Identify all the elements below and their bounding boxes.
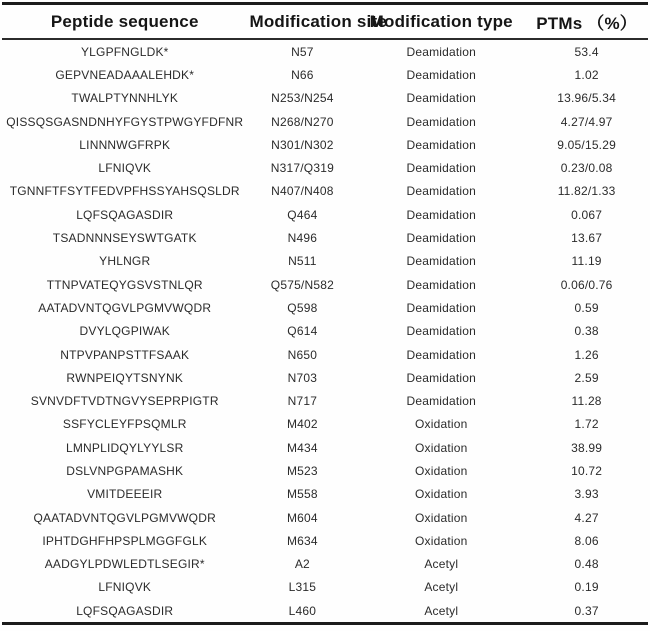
- cell-peptide-sequence: SSFYCLEYFPSQMLR: [62, 417, 187, 432]
- cell-peptide-sequence: LQFSQAGASDIR: [76, 603, 174, 618]
- cell-modification-site: N57: [291, 44, 314, 59]
- table-row: [2, 599, 648, 624]
- cell-ptms-percent: 8.06: [574, 533, 599, 548]
- cell-modification-site: N703: [287, 370, 318, 385]
- cell-ptms-percent: 1.02: [574, 67, 599, 82]
- cell-modification-site: M523: [286, 463, 318, 478]
- table-row: [2, 63, 648, 86]
- cell-modification-type: Acetyl: [424, 603, 459, 618]
- cell-modification-type: Deamidation: [406, 207, 477, 222]
- cell-peptide-sequence: TWALPTYNNHLYK: [71, 91, 179, 106]
- cell-peptide-sequence: TSADNNNSEYSWTGATK: [52, 231, 197, 246]
- cell-modification-site: N301/N302: [271, 137, 334, 152]
- table-row: [2, 576, 648, 599]
- table-row: [2, 180, 648, 203]
- table-row: [2, 273, 648, 296]
- cell-ptms-percent: 0.23/0.08: [560, 161, 613, 176]
- cell-modification-type: Deamidation: [406, 67, 477, 82]
- cell-ptms-percent: 11.19: [571, 254, 602, 269]
- cell-modification-type: Oxidation: [415, 487, 468, 502]
- cell-modification-site: N717: [287, 394, 318, 409]
- cell-ptms-percent: 0.19: [574, 580, 599, 595]
- cell-modification-type: Deamidation: [406, 184, 477, 199]
- cell-modification-site: N268/N270: [271, 114, 334, 129]
- cell-modification-site: L460: [288, 603, 317, 618]
- cell-modification-site: M604: [286, 510, 318, 525]
- table-row: [2, 553, 648, 576]
- cell-peptide-sequence: LQFSQAGASDIR: [76, 207, 174, 222]
- cell-peptide-sequence: AATADVNTQGVLPGMVWQDR: [38, 300, 212, 315]
- cell-modification-type: Deamidation: [406, 114, 477, 129]
- cell-peptide-sequence: DVYLQGPIWAK: [79, 324, 170, 339]
- cell-ptms-percent: 0.48: [574, 557, 599, 572]
- cell-modification-type: Oxidation: [415, 533, 468, 548]
- cell-modification-site: Q464: [287, 207, 318, 222]
- cell-modification-type: Acetyl: [424, 580, 459, 595]
- table-row: [2, 459, 648, 482]
- cell-modification-site: L315: [288, 580, 317, 595]
- cell-modification-type: Deamidation: [406, 254, 477, 269]
- cell-peptide-sequence: LINNNWGFRPK: [79, 137, 171, 152]
- cell-modification-type: Deamidation: [406, 394, 477, 409]
- cell-modification-type: Deamidation: [406, 161, 477, 176]
- cell-ptms-percent: 0.37: [574, 603, 599, 618]
- cell-modification-site: N511: [288, 254, 317, 269]
- cell-ptms-percent: 13.96/5.34: [557, 91, 616, 106]
- cell-modification-type: Oxidation: [415, 440, 468, 455]
- cell-peptide-sequence: RWNPEIQYTSNYNK: [66, 370, 184, 385]
- cell-modification-site: N66: [291, 67, 314, 82]
- table-row: [2, 483, 648, 506]
- cell-modification-type: Deamidation: [406, 370, 477, 385]
- cell-peptide-sequence: QISSQSGASNDNHYFGYSTPWGYFDFNR: [6, 114, 244, 129]
- table-header: [2, 4, 648, 40]
- cell-peptide-sequence: LFNIQVK: [98, 161, 152, 176]
- table-row: [2, 250, 648, 273]
- table-row: [2, 39, 648, 63]
- cell-modification-site: N496: [287, 231, 318, 246]
- table-row: [2, 87, 648, 110]
- col-header-modification-site: Modification site: [249, 11, 387, 31]
- cell-ptms-percent: 0.06/0.76: [560, 277, 613, 292]
- header-row: [2, 4, 648, 40]
- cell-ptms-percent: 53.4: [574, 44, 599, 59]
- cell-ptms-percent: 2.59: [574, 370, 599, 385]
- cell-ptms-percent: 4.27: [574, 510, 599, 525]
- table-row: [2, 506, 648, 529]
- cell-modification-site: M434: [286, 440, 318, 455]
- cell-ptms-percent: 13.67: [571, 231, 603, 246]
- cell-modification-type: Deamidation: [406, 277, 477, 292]
- cell-modification-type: Acetyl: [424, 557, 459, 572]
- cell-modification-site: N317/Q319: [270, 161, 334, 176]
- table-row: [2, 110, 648, 133]
- cell-modification-type: Oxidation: [415, 417, 468, 432]
- cell-modification-type: Oxidation: [415, 463, 468, 478]
- cell-modification-site: N407/N408: [271, 184, 334, 199]
- cell-modification-site: M402: [286, 417, 318, 432]
- table-row: [2, 133, 648, 156]
- cell-modification-site: A2: [294, 557, 310, 572]
- table-row: [2, 366, 648, 389]
- cell-ptms-percent: 0.59: [574, 300, 599, 315]
- cell-ptms-percent: 1.26: [574, 347, 599, 362]
- col-header-ptms-percent: PTMs （%）: [536, 14, 637, 33]
- table-body: [2, 39, 648, 624]
- cell-modification-type: Deamidation: [406, 137, 477, 152]
- cell-modification-type: Oxidation: [415, 510, 468, 525]
- cell-peptide-sequence: TGNNFTFSYTFEDVPFHSSYAHSQSLDR: [9, 184, 240, 199]
- table-row: [2, 436, 648, 459]
- cell-ptms-percent: 4.27/4.97: [560, 114, 613, 129]
- cell-ptms-percent: 10.72: [571, 463, 603, 478]
- cell-modification-type: Deamidation: [406, 347, 477, 362]
- table-row: [2, 226, 648, 249]
- cell-ptms-percent: 11.28: [571, 394, 602, 409]
- table-row: [2, 156, 648, 179]
- cell-peptide-sequence: VMITDEEEIR: [87, 487, 163, 502]
- col-header-peptide-sequence: Peptide sequence: [50, 11, 199, 31]
- cell-peptide-sequence: LFNIQVK: [98, 580, 152, 595]
- cell-ptms-percent: 3.93: [574, 487, 599, 502]
- cell-peptide-sequence: TTNPVATEQYGSVSTNLQR: [46, 277, 203, 292]
- table-row: [2, 413, 648, 436]
- table-row: [2, 389, 648, 412]
- cell-modification-site: M634: [286, 533, 318, 548]
- table-row: [2, 320, 648, 343]
- cell-modification-type: Deamidation: [406, 91, 477, 106]
- cell-ptms-percent: 0.38: [574, 324, 599, 339]
- cell-ptms-percent: 38.99: [571, 440, 603, 455]
- cell-modification-type: Deamidation: [406, 44, 477, 59]
- cell-peptide-sequence: YHLNGR: [99, 254, 151, 269]
- cell-modification-site: N650: [287, 347, 318, 362]
- cell-modification-type: Deamidation: [406, 300, 477, 315]
- cell-modification-site: Q598: [287, 300, 318, 315]
- cell-peptide-sequence: IPHTDGHFHPSPLMGGFGLK: [42, 533, 208, 548]
- cell-modification-type: Deamidation: [406, 231, 477, 246]
- ptm-table: [2, 2, 648, 625]
- cell-peptide-sequence: SVNVDFTVDTNGVYSEPRPIGTR: [30, 394, 219, 409]
- cell-peptide-sequence: DSLVNPGPAMASHK: [66, 463, 184, 478]
- table-row: [2, 529, 648, 552]
- cell-peptide-sequence: QAATADVNTQGVLPGMVWQDR: [33, 510, 216, 525]
- table-row: [2, 343, 648, 366]
- col-header-modification-type: Modification type: [369, 11, 513, 31]
- table-row: [2, 296, 648, 319]
- cell-ptms-percent: 0.067: [571, 207, 603, 222]
- cell-peptide-sequence: YLGPFNGLDK*: [80, 44, 169, 59]
- cell-modification-site: M558: [286, 487, 318, 502]
- cell-peptide-sequence: LMNPLIDQYLYYLSR: [65, 440, 184, 455]
- cell-modification-site: N253/N254: [271, 91, 334, 106]
- cell-modification-site: Q575/N582: [270, 277, 334, 292]
- cell-peptide-sequence: AADGYLPDWLEDTLSEGIR*: [44, 557, 205, 572]
- cell-modification-type: Deamidation: [406, 324, 477, 339]
- cell-ptms-percent: 1.72: [574, 417, 599, 432]
- cell-ptms-percent: 9.05/15.29: [557, 137, 616, 152]
- cell-peptide-sequence: NTPVPANPSTTFSAAK: [60, 347, 190, 362]
- table-row: [2, 203, 648, 226]
- cell-ptms-percent: 11.82/1.33: [557, 184, 616, 199]
- cell-peptide-sequence: GEPVNEADAAALEHDK*: [55, 67, 195, 82]
- cell-modification-site: Q614: [287, 324, 318, 339]
